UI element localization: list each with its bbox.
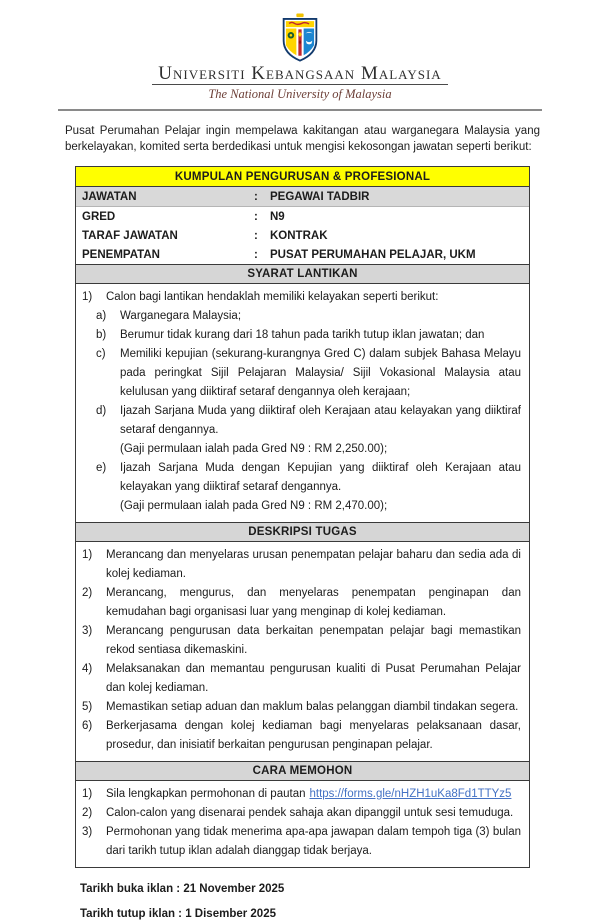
salary-note: (Gaji permulaan ialah pada Gred N9 : RM 2,250.00);: [120, 443, 388, 455]
item-letter: e): [96, 462, 107, 474]
table-row-jawatan: [76, 187, 529, 207]
item-number: 2): [82, 807, 93, 819]
sub-item: [96, 307, 521, 326]
university-name: Universiti Kebangsaan Malaysia: [152, 64, 447, 85]
row-value: N9: [270, 210, 285, 223]
intro-paragraph: Pusat Perumahan Pelajar ingin mempelawa kakitangan atau warganegara Malaysia yang berkelayakan, komited serta berdedikasi untuk mengisi kekosongan jawatan seperti berikut:: [65, 125, 540, 153]
row-label: JAWATAN: [82, 190, 137, 203]
list-item: [82, 288, 521, 307]
row-label: PENEMPATAN: [82, 248, 160, 261]
sub-item: [96, 326, 521, 345]
item-letter: a): [96, 310, 107, 322]
section-body-deskripsi-tugas: [76, 542, 529, 761]
item-letter: b): [96, 329, 107, 341]
sub-item: [96, 402, 521, 459]
item-main-text: Ijazah Sarjana Muda dengan Kepujian yang diiktiraf oleh Kerajaan atau kelayakan yang diiktiraf setaraf dengannya.: [120, 462, 521, 493]
application-form-link[interactable]: https://forms.gle/nHZH1uKa8Fd1TTYz5: [309, 788, 512, 800]
list-item: [82, 698, 521, 717]
row-separator: :: [254, 229, 258, 242]
item-text: Berumur tidak kurang dari 18 tahun pada tarikh tutup iklan jawatan; dan: [120, 329, 485, 341]
table-row-taraf-jawatan: [76, 226, 529, 245]
list-item: [82, 717, 521, 755]
row-separator: :: [254, 210, 258, 223]
row-label: GRED: [82, 210, 116, 223]
item-number: 5): [82, 701, 93, 713]
letterhead: [0, 0, 600, 111]
row-value: KONTRAK: [270, 229, 328, 242]
table-row-gred: [76, 207, 529, 226]
item-number: 3): [82, 625, 93, 637]
section-header-syarat-lantikan: SYARAT LANTIKAN: [76, 264, 529, 284]
item-text: Memiliki kepujian (sekurang-kurangnya Gred C) dalam subjek Bahasa Melayu pada peringkat Sijil Pelajaran Malaysia/ Sijil Vokasional Malaysia atau kelulusan yang diiktiraf setaraf dengannya oleh kerajaan;: [120, 348, 521, 398]
item-text: Merancang dan menyelaras urusan penempatan pelajar baharu dan sedia ada di kolej kediaman.: [106, 549, 521, 580]
advert-open-date: Tarikh buka iklan : 21 November 2025: [80, 883, 285, 895]
item-number: 1): [82, 788, 93, 800]
item-number: 6): [82, 720, 93, 732]
sub-item-list: [96, 307, 521, 516]
row-label: TARAF JAWATAN: [82, 229, 178, 242]
section-header-cara-memohon: CARA MEMOHON: [76, 761, 529, 781]
item-letter: d): [96, 405, 107, 417]
item-text: Berkerjasama dengan kolej kediaman bagi menyelaras pelaksanaan dasar, prosedur, dan inisiatif berkaitan pengurusan penginapan pelajar.: [106, 720, 521, 751]
item-text: Permohonan yang tidak menerima apa-apa jawapan dalam tempoh tiga (3) bulan dari tarikh tutup iklan adalah dianggap tidak berjaya.: [106, 826, 521, 857]
row-value: PEGAWAI TADBIR: [270, 190, 370, 203]
row-separator: :: [254, 248, 258, 261]
item-text: [106, 785, 521, 804]
list-item: [82, 546, 521, 584]
item-text: Warganegara Malaysia;: [120, 310, 242, 322]
section-body-cara-memohon: [76, 781, 529, 867]
item-number: 1): [82, 291, 93, 303]
ukm-crest-icon: [280, 13, 320, 63]
item-text: Merancang, mengurus, dan menyelaras penempatan penginapan dan kemudahan bagi organisasi luar yang menginap di kolej kediaman.: [106, 587, 521, 618]
item-text: Merancang pengurusan data berkaitan penempatan pelajar bagi memastikan rekod sentiasa dikemaskini.: [106, 625, 521, 656]
item-number: 4): [82, 663, 93, 675]
list-item: [82, 804, 521, 823]
list-item: [82, 660, 521, 698]
item-number: 1): [82, 549, 93, 561]
salary-note: (Gaji permulaan ialah pada Gred N9 : RM 2,470.00);: [120, 500, 388, 512]
item-text: Memastikan setiap aduan dan maklum balas pelanggan diambil tindakan segera.: [106, 701, 519, 713]
item-text: [120, 402, 521, 459]
section-header-deskripsi-tugas: DESKRIPSI TUGAS: [76, 522, 529, 542]
group-header: KUMPULAN PENGURUSAN & PROFESIONAL: [76, 167, 529, 187]
row-separator: :: [254, 190, 258, 203]
section-body-syarat-lantikan: [76, 284, 529, 522]
item-text: Melaksanakan dan memantau pengurusan kualiti di Pusat Perumahan Pelajar dan kolej kediaman.: [106, 663, 521, 694]
sub-item: [96, 345, 521, 402]
item-text: Calon bagi lantikan hendaklah memiliki kelayakan seperti berikut:: [106, 291, 439, 303]
list-item: [82, 584, 521, 622]
row-value: PUSAT PERUMAHAN PELAJAR, UKM: [270, 248, 476, 261]
advert-close-date: Tarikh tutup iklan : 1 Disember 2025: [80, 908, 276, 920]
list-item: [82, 823, 521, 861]
item-text: Calon-calon yang disenarai pendek sahaja akan dipanggil untuk sesi temuduga.: [106, 807, 514, 819]
list-item: [82, 785, 521, 804]
item-number: 2): [82, 587, 93, 599]
item-text: [120, 459, 521, 516]
list-item: [82, 622, 521, 660]
sub-item: [96, 459, 521, 516]
item-main-text: Ijazah Sarjana Muda yang diiktiraf oleh Kerajaan atau kelayakan yang diiktiraf setaraf dengannya.: [120, 405, 521, 436]
table-row-penempatan: [76, 245, 529, 264]
item-main-text: Sila lengkapkan permohonan di pautan: [106, 788, 306, 800]
job-advert-table: [75, 166, 530, 868]
header-divider: [58, 109, 542, 111]
item-number: 3): [82, 826, 93, 838]
item-letter: c): [96, 348, 106, 360]
university-tagline: The National University of Malaysia: [208, 87, 392, 101]
